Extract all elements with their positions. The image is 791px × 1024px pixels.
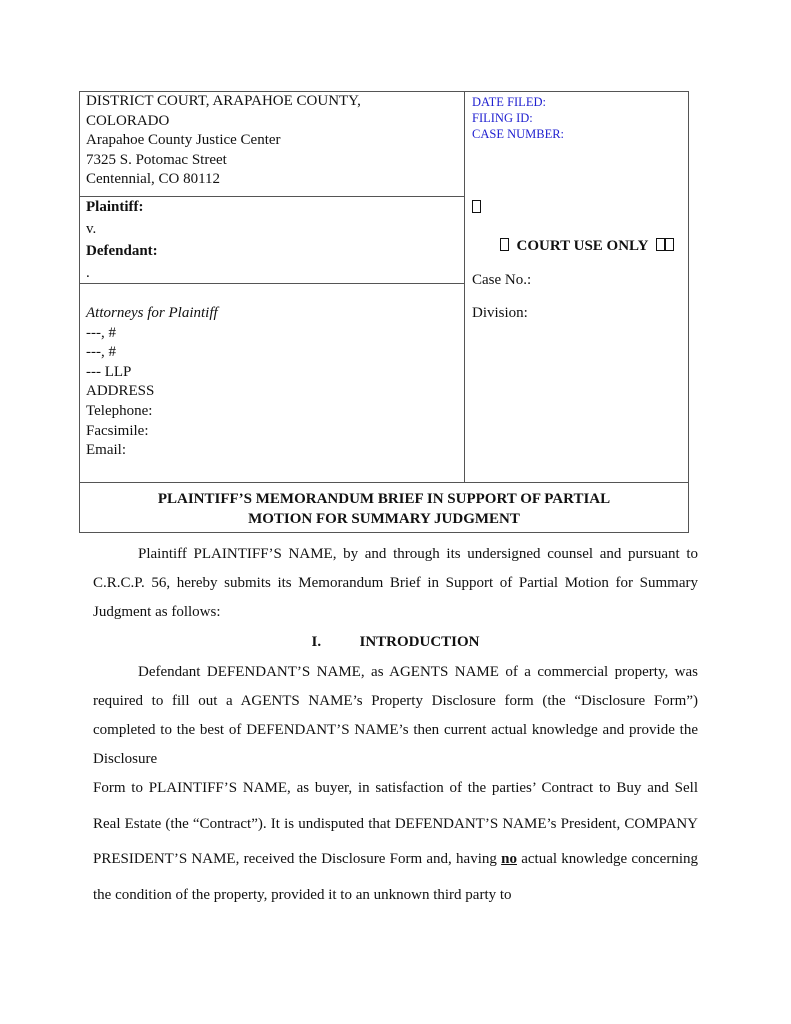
attorney-line: ---, # <box>86 344 116 361</box>
filing-stamp <box>472 94 564 142</box>
intro-paragraph-block <box>93 540 698 627</box>
attorney-line: Email: <box>86 442 126 459</box>
attorney-block <box>86 304 218 461</box>
paragraph-text: actual knowledge concerning the condition of the property, provided it to an unknown third party to <box>93 851 698 903</box>
section-number: I. <box>311 634 322 650</box>
filing-id-label: FILING ID: <box>472 111 533 125</box>
intro-paragraph: Plaintiff PLAINTIFF’S NAME, by and through its undersigned counsel and pursuant to C.R.C.P. 56, hereby submits its Memorandum Brief in Support of Partial Motion for Summary Judgment as follows: <box>93 546 698 620</box>
attorney-line: Facsimile: <box>86 422 149 439</box>
checkbox-icon <box>665 238 674 251</box>
court-use-only-label: COURT USE ONLY <box>516 238 649 254</box>
case-no-label: Case No.: <box>472 272 532 288</box>
section-paragraph-block-2 <box>93 771 698 913</box>
court-line: Centennial, CO 80112 <box>86 171 221 188</box>
section-paragraph-1: Defendant DEFENDANT’S NAME, as AGENTS NAME of a commercial property, was required to fill out a AGENTS NAME’s Property Disclosure form (the “Disclosure Form”) completed to the best of DEFENDANT’S NAME’s then current actual knowledge and provide the Disclosure <box>93 664 698 767</box>
section-paragraph-block <box>93 658 698 774</box>
court-line: Arapahoe County Justice Center <box>86 132 281 149</box>
document-title-line: PLAINTIFF’S MEMORANDUM BRIEF IN SUPPORT OF PARTIAL <box>157 491 611 507</box>
attorney-line: --- LLP <box>86 363 132 380</box>
section-heading <box>93 634 698 651</box>
document-title <box>80 490 688 529</box>
division-label: Division: <box>472 305 528 321</box>
attorney-line: ---, # <box>86 324 116 341</box>
caption-table <box>79 91 689 533</box>
checkbox-icon-top <box>472 200 481 217</box>
section-title: INTRODUCTION <box>359 634 480 650</box>
caption-divider-title <box>80 482 688 483</box>
defendant-label: Defendant: <box>86 243 158 259</box>
section-paragraph-2 <box>93 771 698 913</box>
checkbox-icon <box>656 238 665 251</box>
court-line: DISTRICT COURT, ARAPAHOE COUNTY, <box>86 93 361 109</box>
versus-label: v. <box>86 221 97 237</box>
plaintiff-label: Plaintiff: <box>86 199 144 215</box>
court-line: 7325 S. Potomac Street <box>86 151 227 168</box>
court-use-only <box>500 238 674 255</box>
caption-vertical-divider <box>464 92 465 482</box>
date-filed-label: DATE FILED: <box>472 95 546 109</box>
attorney-line: Telephone: <box>86 402 153 419</box>
case-number-label: CASE NUMBER: <box>472 127 565 141</box>
court-line: COLORADO <box>86 112 170 129</box>
checkbox-icon <box>500 238 509 251</box>
court-block <box>86 92 361 190</box>
attorney-heading: Attorneys for Plaintiff <box>86 305 218 321</box>
defendant-name-placeholder: . <box>86 265 90 281</box>
attorney-line: ADDRESS <box>86 383 155 400</box>
paragraph-text: Form to PLAINTIFF’S NAME, as buyer, in satisfaction of the parties’ Contract to Buy and Sell Real Estate (the “Contract”). It is undisputed that DEFENDANT’S NAME’s President, COMPANY PRESIDENT’S NAME, received the Disclosure Form and, having <box>93 780 698 867</box>
document-title-line: MOTION FOR SUMMARY JUDGMENT <box>248 510 520 527</box>
parties-block <box>86 196 158 284</box>
emphasis-no: no <box>501 851 517 867</box>
